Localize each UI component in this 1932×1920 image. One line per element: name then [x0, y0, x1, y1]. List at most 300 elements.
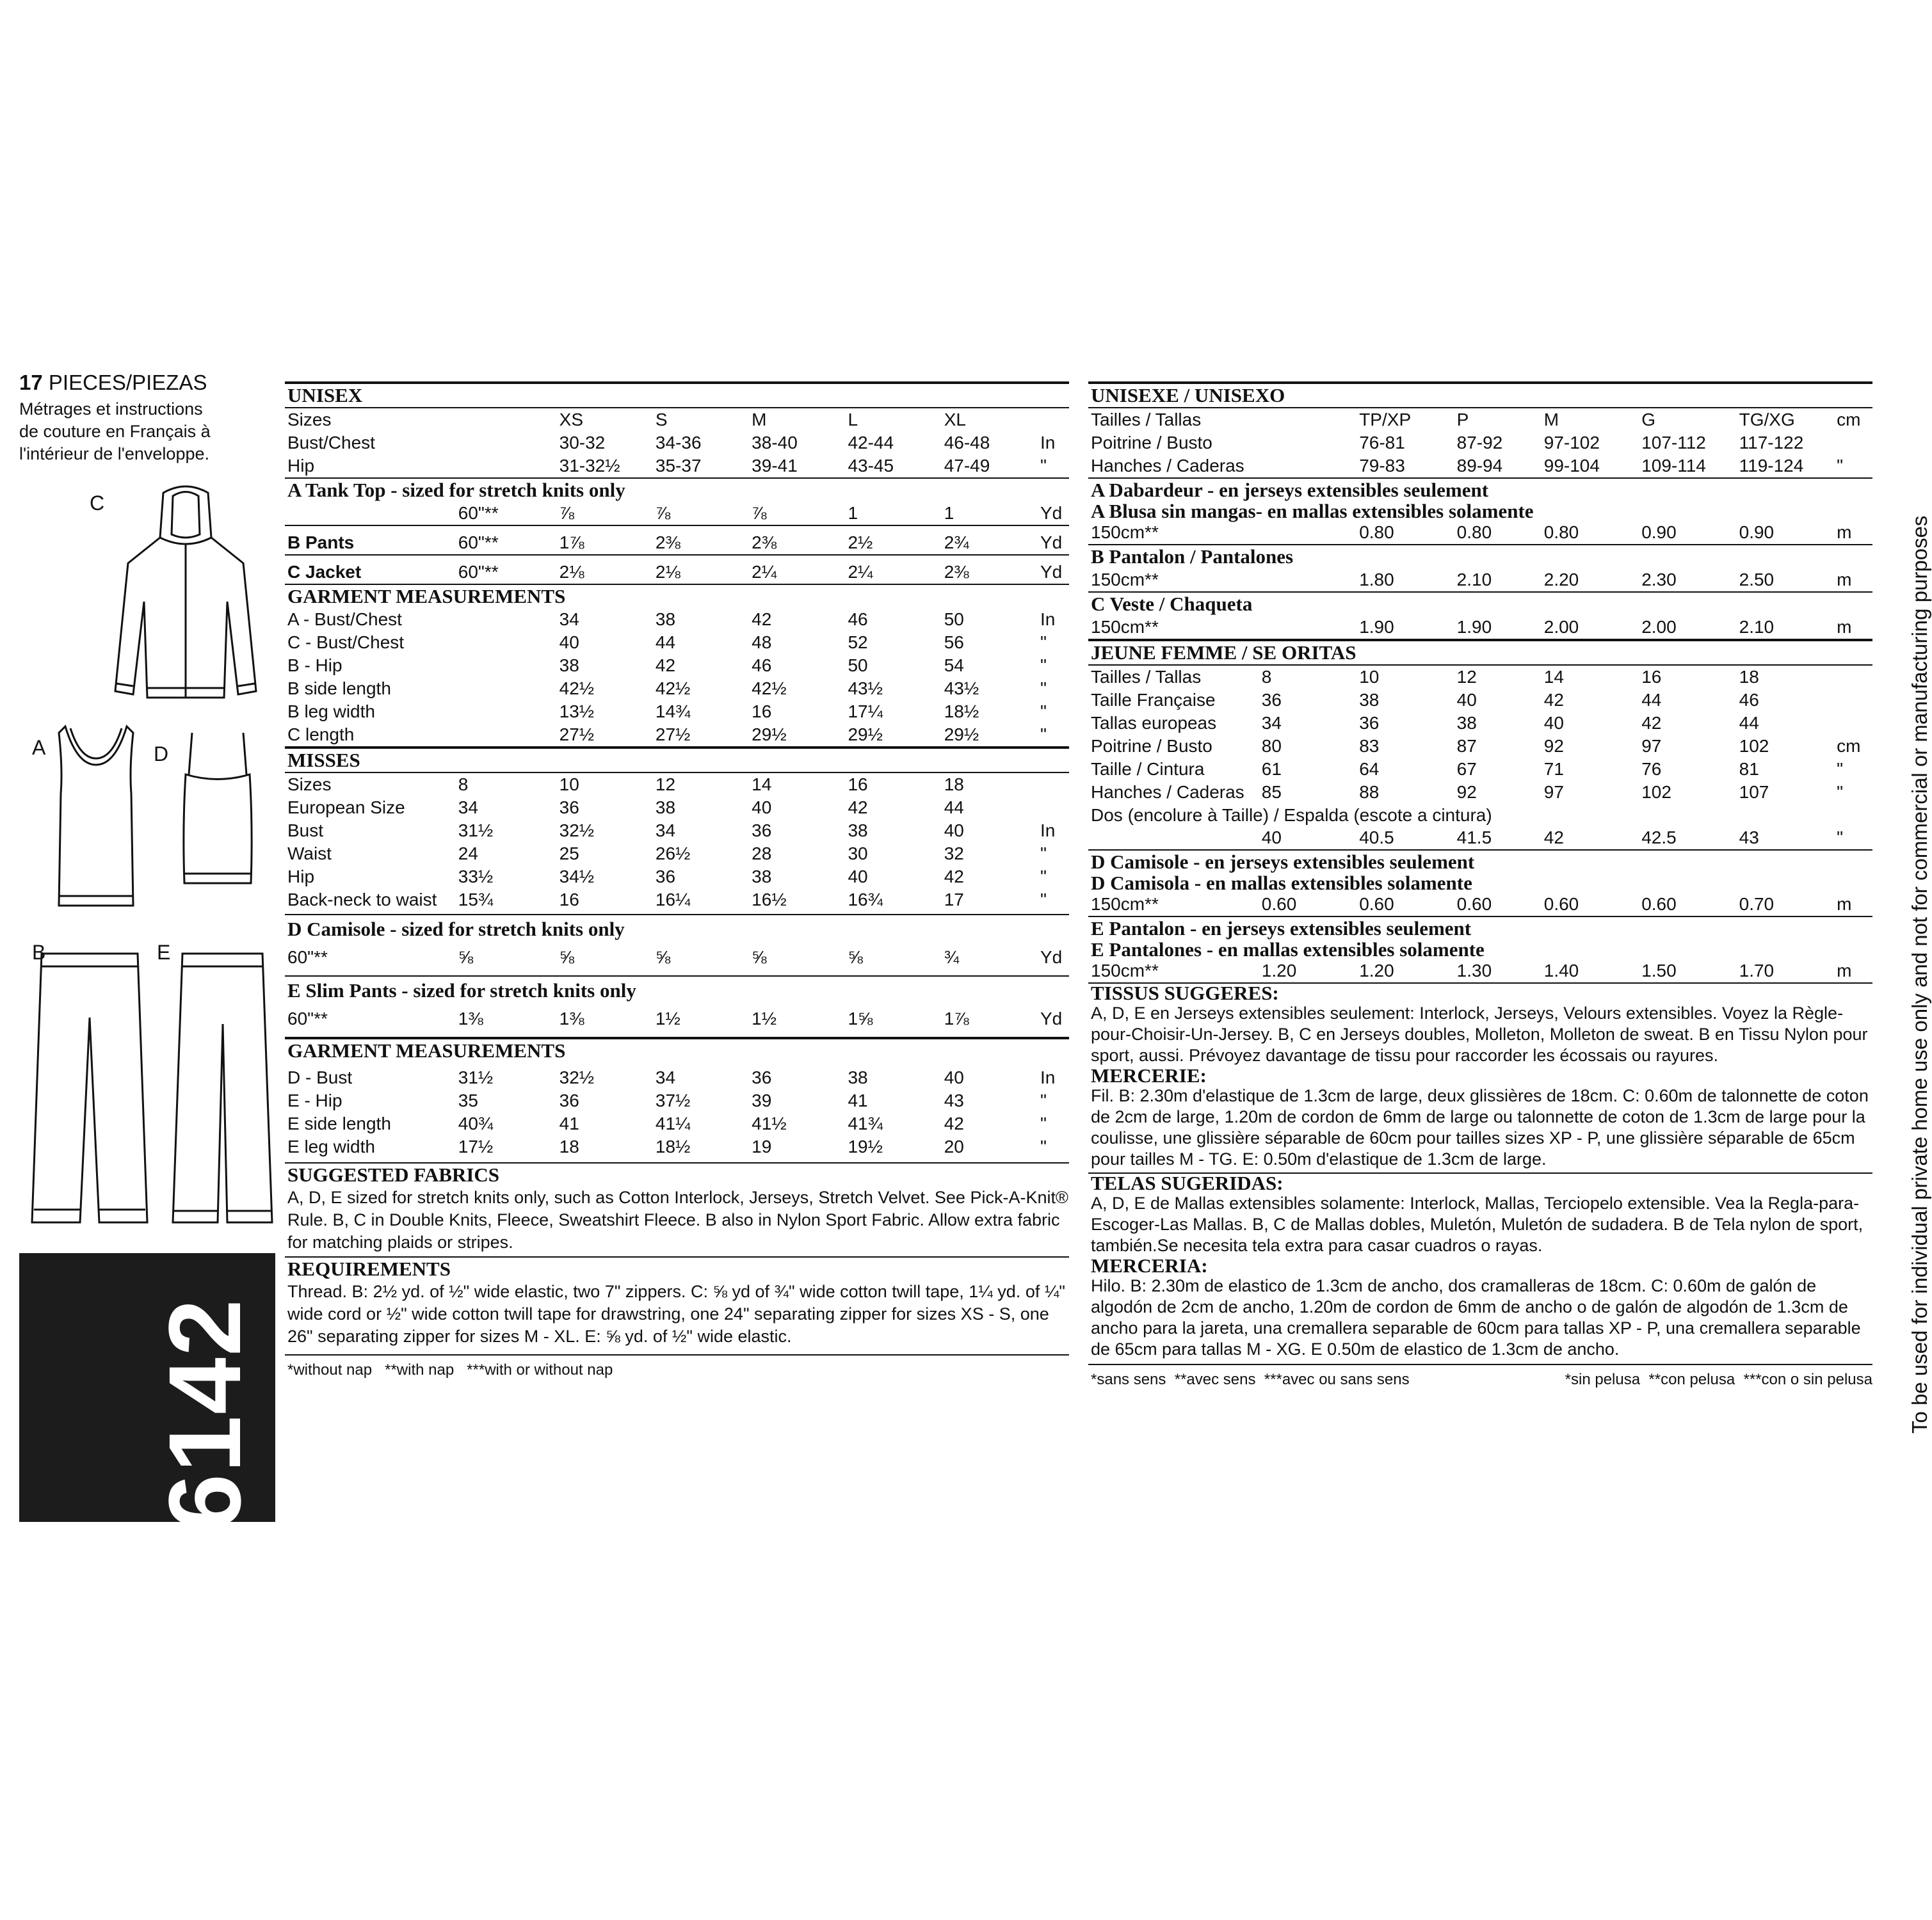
- blusa-title: A Blusa sin mangas- en mallas extensibles solamente: [1091, 500, 1534, 522]
- table-row: [1088, 666, 1872, 689]
- cell: 41: [559, 1114, 579, 1133]
- cell: 16: [848, 774, 868, 794]
- pieces-label: PIECES/PIEZAS: [48, 371, 207, 394]
- cell: [456, 408, 557, 431]
- cell: ⅞: [752, 503, 767, 523]
- cell: [1259, 616, 1356, 639]
- cell: C Jacket: [287, 562, 362, 582]
- cell: [1088, 826, 1259, 849]
- cell: Yd: [1040, 562, 1063, 582]
- cell: 38: [655, 609, 676, 629]
- cell: 14¾: [655, 701, 691, 721]
- cell: 2⅜: [655, 532, 680, 552]
- cell: 83: [1359, 736, 1380, 756]
- cell: ": [1040, 632, 1047, 652]
- cell: 33½: [458, 867, 494, 886]
- pantalones-es-title: E Pantalones - en mallas extensibles solamente: [1091, 938, 1485, 961]
- cell: 1.30: [1456, 961, 1492, 980]
- cell: [456, 631, 557, 654]
- jeune-femme-title: JEUNE FEMME / SE ORITAS: [1091, 641, 1356, 664]
- cell: 1.20: [1261, 961, 1297, 980]
- table-row: [285, 1135, 1069, 1158]
- cell: 2.10: [1456, 570, 1492, 589]
- jeune-femme-table: [1088, 666, 1872, 804]
- table-row: [285, 502, 1069, 525]
- cell: TG/XG: [1739, 410, 1795, 429]
- footnotes-fr-es: [1088, 1365, 1872, 1389]
- camisole-fr-table: [1088, 893, 1872, 916]
- table-row: [1088, 826, 1872, 849]
- suggested-fabrics-text: A, D, E sized for stretch knits only, such as Cotton Interlock, Jerseys, Stretch Velvet. See Pick-A-Knit® Rule. B, C in Double Knits, Fleece, Sweatshirt Fleece. B also in Nylon Sport Fabric. Allow extra fabric for matching plaids or stripes.: [287, 1188, 1068, 1252]
- cell: 16: [559, 890, 579, 909]
- cell: 76: [1641, 759, 1662, 779]
- cell: 31½: [458, 820, 494, 840]
- cell: Hip: [287, 456, 315, 476]
- cell: ⅞: [655, 503, 671, 523]
- cell: 2.10: [1739, 617, 1775, 637]
- table-row: [285, 796, 1069, 819]
- cell: D - Bust: [287, 1068, 353, 1087]
- cell: ¾: [944, 947, 960, 967]
- cell: 50: [848, 655, 868, 675]
- cell: m: [1837, 617, 1852, 637]
- table-row: [1088, 712, 1872, 735]
- cell: Yd: [1040, 532, 1063, 552]
- cell: 89-94: [1456, 456, 1503, 476]
- cell: 16: [752, 701, 772, 721]
- table-row: [285, 1007, 1069, 1030]
- cell: 32½: [559, 820, 595, 840]
- cell: Bust: [287, 820, 324, 840]
- cell: 2.30: [1641, 570, 1677, 589]
- cell: 79-83: [1359, 456, 1405, 476]
- usage-notice: To be used for individual private home use only and not for commercial or manufacturing purposes: [1908, 515, 1931, 1434]
- cell: 0.80: [1359, 522, 1394, 542]
- cell: 2.00: [1641, 617, 1677, 637]
- table-row: [285, 431, 1069, 454]
- cell: 85: [1261, 782, 1282, 802]
- cell: B side length: [287, 678, 391, 698]
- cell: 44: [1641, 690, 1662, 710]
- table-row: [1088, 781, 1872, 804]
- cell: 1⅜: [458, 1009, 483, 1028]
- cell: ": [1837, 456, 1844, 476]
- requirements-title: REQUIREMENTS: [287, 1258, 451, 1280]
- veste-table: [1088, 616, 1872, 639]
- cell: 92: [1543, 736, 1564, 756]
- camisole-illustration: [173, 730, 262, 890]
- cell: 40.5: [1359, 828, 1394, 847]
- cell: [285, 502, 456, 525]
- cell: ": [1040, 724, 1047, 744]
- cell: 41¾: [848, 1114, 883, 1133]
- cell: 0.80: [1543, 522, 1579, 542]
- cell: 24: [458, 844, 478, 863]
- cell: 34: [1261, 713, 1282, 733]
- table-row: [1088, 893, 1872, 916]
- veste-title: C Veste / Chaqueta: [1091, 593, 1253, 615]
- cell: m: [1837, 570, 1852, 589]
- table-row: [1088, 689, 1872, 712]
- pattern-number: 6142: [147, 1298, 262, 1531]
- cell: ": [1837, 782, 1844, 802]
- cell: Hanches / Caderas: [1091, 782, 1244, 802]
- cell: 14: [1543, 667, 1564, 687]
- cell: 44: [1739, 713, 1759, 733]
- cell: 42: [1543, 690, 1564, 710]
- table-row: [1088, 408, 1872, 431]
- cell: [1834, 431, 1872, 454]
- cell: M: [1543, 410, 1559, 429]
- cell: m: [1837, 522, 1852, 542]
- cell: 42-44: [848, 433, 894, 452]
- cell: 30-32: [559, 433, 606, 452]
- cell: Sizes: [287, 774, 332, 794]
- cell: 1⅝: [848, 1009, 873, 1028]
- cell: Taille / Cintura: [1091, 759, 1205, 779]
- cell: 10: [559, 774, 579, 794]
- cell: 29½: [752, 724, 787, 744]
- cell: 38: [559, 655, 579, 675]
- cell: 1.90: [1456, 617, 1492, 637]
- cell: 40: [1543, 713, 1564, 733]
- unisexe-title: UNISEXE / UNISEXO: [1091, 384, 1285, 406]
- cell: 97: [1641, 736, 1662, 756]
- cell: 14: [752, 774, 772, 794]
- cell: 46: [752, 655, 772, 675]
- cell: 15¾: [458, 890, 494, 909]
- cell: In: [1040, 1068, 1056, 1087]
- cell: 40: [752, 797, 772, 817]
- tissus-text: A, D, E en Jerseys extensibles seulement: Interlock, Jerseys, Velours extensibles. Voyez la Règle-pour-Choisir-Un-Jersey. B, C en Jerseys doubles, Molleton, Molleton de sweat. B en Tissu Nylon pour sport, aussi. Prévoyez davantage de tissu pour raccorder les écossais ou rayures.: [1091, 1004, 1868, 1065]
- cell: 64: [1359, 759, 1380, 779]
- pants-table: [285, 526, 1069, 554]
- cell: 97: [1543, 782, 1564, 802]
- pantalon-fr-table: [1088, 959, 1872, 982]
- camisole-table: [285, 946, 1069, 969]
- cell: 44: [655, 632, 676, 652]
- pieces-count: 17: [19, 371, 43, 394]
- cell: 2.20: [1543, 570, 1579, 589]
- cell: 0.70: [1739, 894, 1775, 914]
- cell: 60"**: [287, 1009, 328, 1028]
- cell: 50: [944, 609, 964, 629]
- cell: cm: [1837, 736, 1861, 756]
- cell: C length: [287, 724, 355, 744]
- cell: 54: [944, 655, 964, 675]
- cell: ⅝: [848, 947, 863, 967]
- cell: 16¼: [655, 890, 691, 909]
- telas-text: A, D, E de Mallas extensibles solamente: Interlock, Mallas, Terciopelo extensible. Vea la Regla-para-Escoger-Las Mallas. B, C de Mallas dobles, Muletón, Muletón de sudadera. B de Tela nylon de sport, también.Se necesita tela extra para casar cuadros o rayas.: [1091, 1194, 1864, 1255]
- cell: 41½: [752, 1114, 787, 1133]
- cell: 92: [1456, 782, 1477, 802]
- cell: 36: [1359, 713, 1380, 733]
- requirements-text: Thread. B: 2½ yd. of ½" wide elastic, two 7" zippers. C: ⅝ yd of ¾" wide cotton twill tape, 1¼ yd. of ¼" wide cord or ½" wide cotton twill tape for drawstring, one 24" separating zipper for sizes XS - S, one 26" separating zipper for sizes M - XL. E: ⅝ yd. of ½" wide elastic.: [287, 1282, 1065, 1346]
- cell: 117-122: [1739, 433, 1804, 452]
- cell: 44: [944, 797, 964, 817]
- cell: 0.60: [1359, 894, 1394, 914]
- mercerie-text: Fil. B: 2.30m d'elastique de 1.3cm de large, deux glissières de 18cm. C: 0.60m de talonnette de coton de 2cm de large, 1.20m de cordon de 6mm de large ou talonnette de coton de 1.3cm de large pour la coulisse, une glissière séparable de 60cm pour tailles sizes XP - P, une glissière séparable de 65cm pour tailles M - TG. E: 0.50m d'elastique de 1.3cm de large.: [1091, 1086, 1869, 1169]
- cell: 40: [559, 632, 579, 652]
- table-row: [285, 700, 1069, 723]
- tissus-title: TISSUS SUGGERES:: [1091, 982, 1279, 1004]
- cell: 150cm**: [1091, 894, 1159, 914]
- cell: m: [1837, 894, 1852, 914]
- cell: 60"**: [287, 947, 328, 967]
- cell: 35: [458, 1091, 478, 1110]
- cell: 19½: [848, 1137, 883, 1156]
- camisole-title: D Camisole - sized for stretch knits only: [287, 918, 625, 940]
- table-row: [285, 773, 1069, 796]
- cell: 43: [1739, 828, 1759, 847]
- cell: 30: [848, 844, 868, 863]
- cell: [1834, 689, 1872, 712]
- view-letter-b: B: [32, 941, 46, 964]
- cell: 2½: [848, 532, 873, 552]
- cell: 34-36: [655, 433, 702, 452]
- unisex-title: UNISEX: [287, 384, 363, 406]
- cell: ": [1040, 456, 1047, 476]
- cell: ": [1040, 1137, 1047, 1156]
- cell: 41.5: [1456, 828, 1492, 847]
- cell: 18: [944, 774, 964, 794]
- garment-measurements-title: GARMENT MEASUREMENTS: [287, 585, 566, 607]
- cell: 34: [559, 609, 579, 629]
- cell: E - Hip: [287, 1091, 342, 1110]
- cell: 36: [752, 1068, 772, 1087]
- cell: 38: [655, 797, 676, 817]
- cell: 46: [848, 609, 868, 629]
- cell: 32: [944, 844, 964, 863]
- cell: Tallas europeas: [1091, 713, 1217, 733]
- table-row: [285, 842, 1069, 865]
- cell: 18½: [655, 1137, 691, 1156]
- dos-label: Dos (encolure à Taille) / Espalda (escote a cintura): [1091, 805, 1492, 825]
- cell: Hip: [287, 867, 315, 886]
- tank-top-illustration: [51, 723, 141, 909]
- cell: 18: [559, 1137, 579, 1156]
- cell: 1⅞: [944, 1009, 969, 1028]
- cell: 8: [458, 774, 469, 794]
- cell: 1: [848, 503, 858, 523]
- cell: ": [1040, 655, 1047, 675]
- table-row: [285, 723, 1069, 746]
- cell: 47-49: [944, 456, 990, 476]
- cell: 2⅛: [655, 562, 680, 582]
- note-line: de couture en Français à: [19, 422, 211, 441]
- cell: Poitrine / Busto: [1091, 433, 1212, 452]
- pants-illustration: [29, 947, 150, 1229]
- cell: 2⅜: [752, 532, 777, 552]
- cell: [1834, 712, 1872, 735]
- table-row: [1088, 616, 1872, 639]
- cell: [1834, 666, 1872, 689]
- table-row: [285, 454, 1069, 477]
- table-row: [285, 819, 1069, 842]
- table-row: [285, 1089, 1069, 1112]
- cell: 36: [559, 797, 579, 817]
- cell: 46: [1739, 690, 1759, 710]
- cell: ": [1040, 678, 1047, 698]
- cell: ": [1040, 867, 1047, 886]
- cell: 40: [944, 1068, 964, 1087]
- cell: Poitrine / Busto: [1091, 736, 1212, 756]
- cell: 19: [752, 1137, 772, 1156]
- table-row: [285, 608, 1069, 631]
- mercerie-title: MERCERIE:: [1091, 1064, 1207, 1087]
- cell: 43-45: [848, 456, 894, 476]
- cell: 25: [559, 844, 579, 863]
- view-letter-e: E: [157, 941, 171, 964]
- cell: Yd: [1040, 947, 1063, 967]
- cell: 32½: [559, 1068, 595, 1087]
- cell: 39-41: [752, 456, 798, 476]
- cell: S: [655, 410, 668, 429]
- cell: [456, 700, 557, 723]
- cell: 40¾: [458, 1114, 494, 1133]
- cell: Waist: [287, 844, 332, 863]
- table-row: [285, 1112, 1069, 1135]
- cell: 36: [655, 867, 676, 886]
- cell: 87-92: [1456, 433, 1503, 452]
- cell: Tailles / Tallas: [1091, 667, 1202, 687]
- footnote-es: *sin pelusa **con pelusa ***con o sin pelusa: [1565, 1371, 1872, 1388]
- cell: P: [1456, 410, 1469, 429]
- table-row: [285, 946, 1069, 969]
- cell: ⅝: [752, 947, 767, 967]
- cell: 20: [944, 1137, 964, 1156]
- cell: 29½: [944, 724, 979, 744]
- cell: 1½: [655, 1009, 680, 1028]
- cell: 42: [655, 655, 676, 675]
- cell: ⅝: [458, 947, 474, 967]
- cell: B Pants: [287, 532, 355, 552]
- cell: 12: [655, 774, 676, 794]
- table-row: [285, 654, 1069, 677]
- cell: XS: [559, 410, 583, 429]
- dabardeur-title: A Dabardeur - en jerseys extensibles seulement: [1091, 479, 1489, 501]
- pantalon-title: B Pantalon / Pantalones: [1091, 545, 1294, 568]
- view-letter-c: C: [90, 492, 105, 515]
- cell: 31-32½: [559, 456, 620, 476]
- footnote: *without nap **with nap ***with or without nap: [287, 1361, 613, 1379]
- cell: 88: [1359, 782, 1380, 802]
- cell: ": [1837, 828, 1844, 847]
- dos-table: [1088, 826, 1872, 849]
- cell: L: [848, 410, 858, 429]
- cell: ⅝: [559, 947, 574, 967]
- cell: Bust/Chest: [287, 433, 375, 452]
- cell: [456, 454, 557, 477]
- jacket-illustration: [109, 480, 262, 723]
- cell: ": [1837, 759, 1844, 779]
- cell: 38-40: [752, 433, 798, 452]
- cell: 2⅜: [944, 562, 969, 582]
- cell: 102: [1739, 736, 1769, 756]
- cell: 99-104: [1543, 456, 1600, 476]
- cell: 42: [1641, 713, 1662, 733]
- cell: 42½: [655, 678, 691, 698]
- cell: 1.70: [1739, 961, 1775, 980]
- cell: 60"**: [458, 503, 499, 523]
- cell: 2¼: [752, 562, 777, 582]
- cell: 1.90: [1359, 617, 1394, 637]
- cell: 42: [944, 867, 964, 886]
- pantalon-fr-title: E Pantalon - en jerseys extensibles seulement: [1091, 917, 1472, 940]
- cell: 2.50: [1739, 570, 1775, 589]
- cell: 87: [1456, 736, 1477, 756]
- cell: 34: [655, 820, 676, 840]
- cell: 17: [944, 890, 964, 909]
- cell: [1259, 521, 1356, 544]
- telas-title: TELAS SUGERIDAS:: [1091, 1172, 1284, 1194]
- dabardeur-table: [1088, 521, 1872, 544]
- cell: Yd: [1040, 503, 1063, 523]
- pattern-number-block: [19, 1253, 275, 1531]
- cell: 38: [1456, 713, 1477, 733]
- cell: m: [1837, 961, 1852, 980]
- table-row: [1088, 521, 1872, 544]
- cell: 107-112: [1641, 433, 1706, 452]
- table-row: [285, 408, 1069, 431]
- cell: 2.00: [1543, 617, 1579, 637]
- cell: ": [1040, 890, 1047, 909]
- cell: 17½: [458, 1137, 494, 1156]
- cell: 43½: [848, 678, 883, 698]
- cell: 46-48: [944, 433, 990, 452]
- garment-measurements-title: GARMENT MEASUREMENTS: [287, 1039, 566, 1062]
- table-row: [1088, 959, 1872, 982]
- cell: 40: [848, 867, 868, 886]
- cell: 31½: [458, 1068, 494, 1087]
- table-row: [1088, 568, 1872, 591]
- cell: 102: [1641, 782, 1671, 802]
- cell: 1.40: [1543, 961, 1579, 980]
- cell: 2⅛: [559, 562, 584, 582]
- cell: [1259, 568, 1356, 591]
- cell: [1259, 431, 1356, 454]
- slim-pants-table: [285, 1007, 1069, 1030]
- cell: 60"**: [458, 562, 499, 582]
- cell: [456, 677, 557, 700]
- footnote-fr: *sans sens **avec sens ***avec ou sans sens: [1091, 1371, 1410, 1388]
- cell: 34: [655, 1068, 676, 1087]
- tank-top-table: [285, 502, 1069, 525]
- cell: 42½: [752, 678, 787, 698]
- cell: Hanches / Caderas: [1091, 456, 1244, 476]
- cell: ": [1040, 844, 1047, 863]
- table-row: [285, 888, 1069, 911]
- cell: 1.80: [1359, 570, 1394, 589]
- cell: C - Bust/Chest: [287, 632, 405, 652]
- french-note: [19, 398, 288, 465]
- cell: 42½: [559, 678, 595, 698]
- cell: 48: [752, 632, 772, 652]
- view-letter-d: D: [154, 742, 169, 765]
- merceria-title: MERCERIA:: [1091, 1254, 1208, 1277]
- cell: B leg width: [287, 701, 375, 721]
- cell: 18½: [944, 701, 979, 721]
- cell: 35-37: [655, 456, 702, 476]
- cell: 13½: [559, 701, 595, 721]
- camisola-es-title: D Camisola - en mallas extensibles solamente: [1091, 872, 1472, 894]
- cell: 119-124: [1739, 456, 1804, 476]
- cell: 2¾: [944, 532, 969, 552]
- cell: 0.60: [1641, 894, 1677, 914]
- cell: In: [1040, 609, 1056, 629]
- cell: In: [1040, 820, 1056, 840]
- cell: 16: [1641, 667, 1662, 687]
